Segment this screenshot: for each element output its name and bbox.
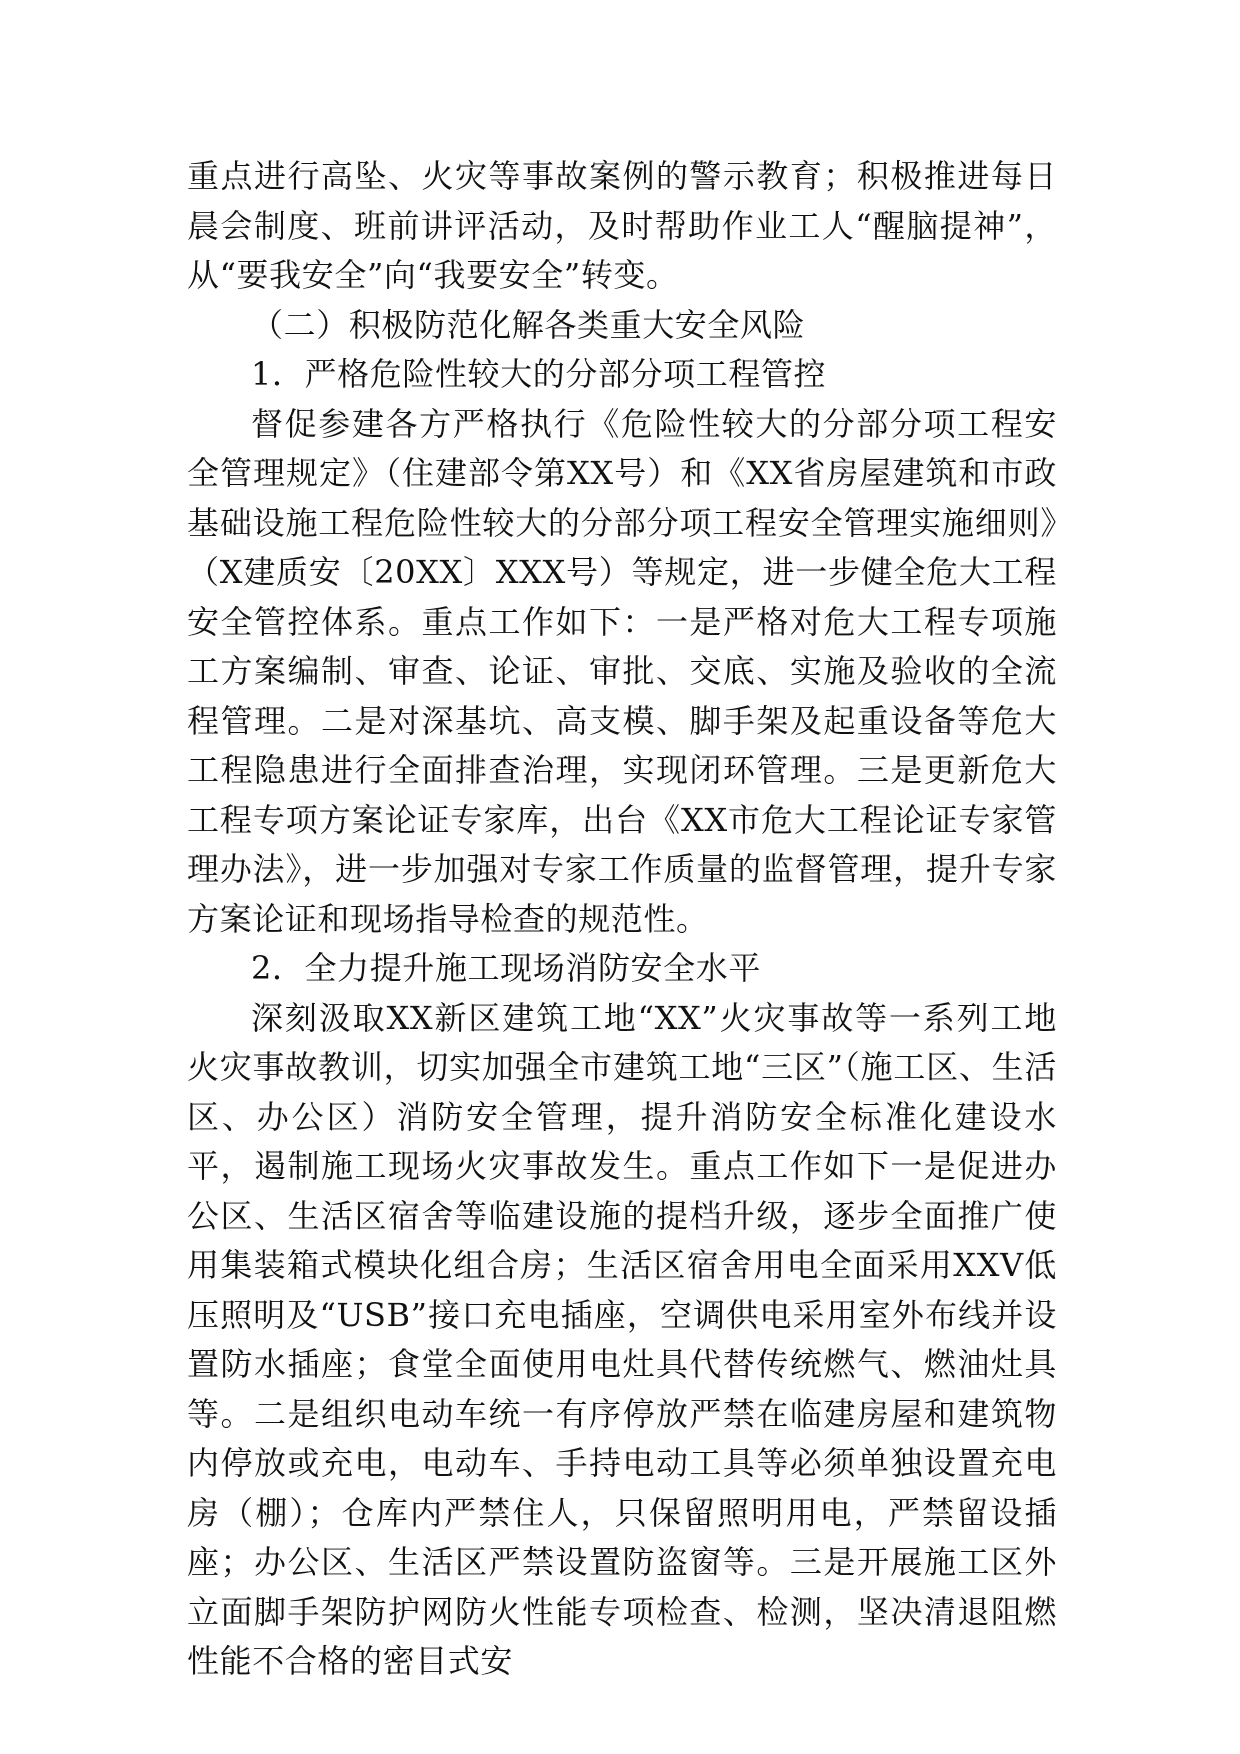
body-paragraph-2: 深刻汲取XX新区建筑工地“XX”火灾事故等一系列工地火灾事故教训，切实加强全市建筑工地“三区”（施工区、生活区、办公区）消防安全管理，提升消防安全标准化建设水平，遏制施工现场火灾事故发生。重点工作如下一是促进办公区、生活区宿舍等临建设施的提档升级，逐步全面推广使用集装箱式模块化组合房；生活区宿舍用电全面采用XXV低压照明及“USB”接口充电插座，空调供电采用室外布线并设置防水插座；食堂全面使用电灶具代替传统燃气、燃油灶具等。二是组织电动车统一有序停放严禁在临建房屋和建筑物内停放或充电，电动车、手持电动工具等必须单独设置充电房（棚）；仓库内严禁住人，只保留照明用电，严禁留设插座；办公区、生活区严禁设置防盗窗等。三是开展施工区外立面脚手架防护网防火性能专项检查、检测，坚决清退阻燃性能不合格的密目式安 — [187, 998, 1057, 1680]
document-body — [187, 152, 1057, 1687]
body-paragraph-continuation: 重点进行高坠、火灾等事故案例的警示教育；积极推进每日晨会制度、班前讲评活动，及时帮助作业工人“醒脑提神”，从“要我安全”向“我要安全”转变。 — [187, 157, 1057, 294]
subsection-heading-1: 1．严格危险性较大的分部分项工程管控 — [251, 355, 827, 393]
subsection-heading-2: 2．全力提升施工现场消防安全水平 — [251, 949, 761, 987]
section-heading: （二）积极防范化解各类重大安全风险 — [251, 305, 806, 344]
body-paragraph-1: 督促参建各方严格执行《危险性较大的分部分项工程安全管理规定》（住建部令第XX号）和《XX省房屋建筑和市政基础设施工程危险性较大的分部分项工程安全管理实施细则》（X建质安〔20XX〕XXX号）等规定，进一步健全危大工程安全管控体系。重点工作如下：一是严格对危大工程专项施工方案编制、审查、论证、审批、交底、实施及验收的全流程管理。二是对深基坑、高支模、脚手架及起重设备等危大工程隐患进行全面排查治理，实现闭环管理。三是更新危大工程专项方案论证专家库，出台《XX市危大工程论证专家管理办法》，进一步加强对专家工作质量的监督管理，提升专家方案论证和现场指导检查的规范性。 — [187, 404, 1057, 938]
